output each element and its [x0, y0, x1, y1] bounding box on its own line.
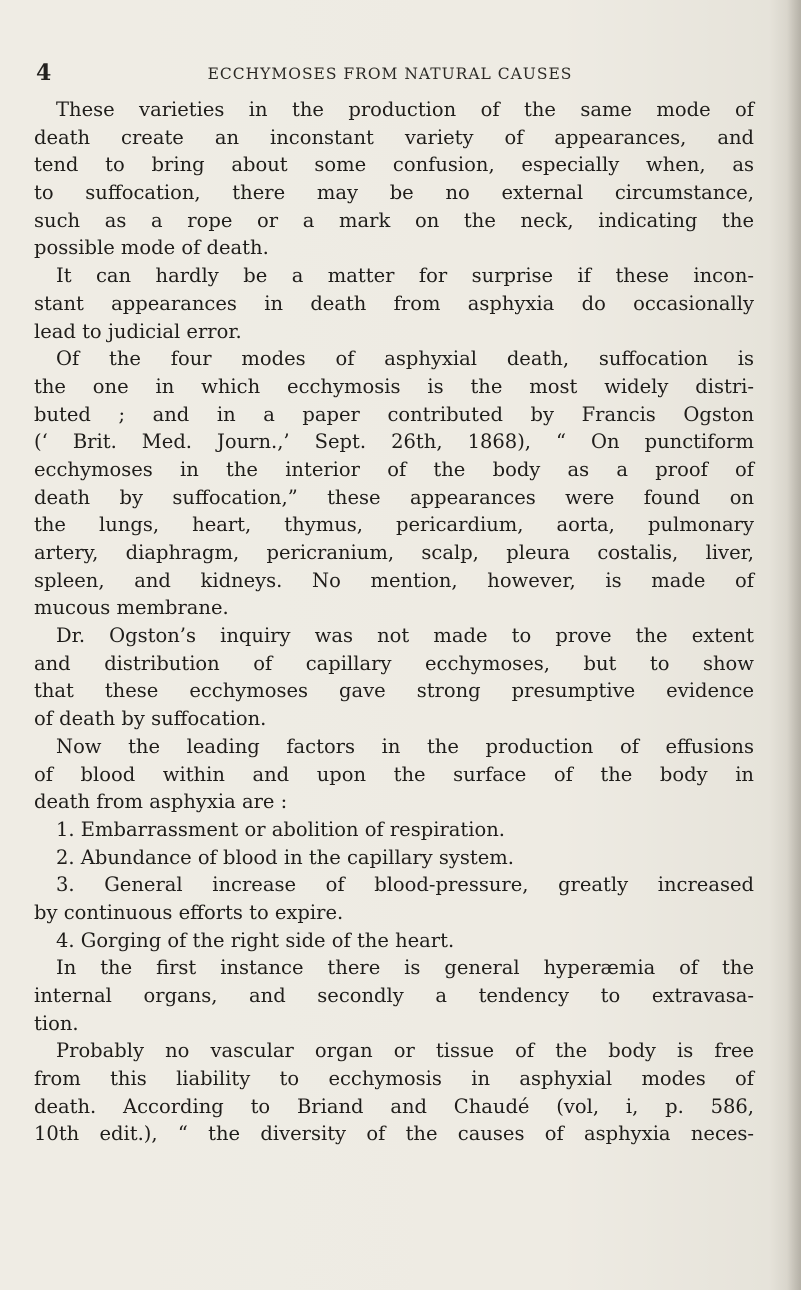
text-line: Dr. Ogston’s inquiry was not made to prove the extent	[56, 624, 754, 648]
text-line: Now the leading factors in the production of effusions	[56, 734, 754, 758]
text-line: possible mode of death.	[34, 236, 269, 260]
text-line: the one in which ecchymosis is the most widely distri-	[34, 374, 754, 398]
text-line: and distribution of capillary ecchymoses, but to show	[34, 651, 754, 675]
text-line: Probably no vascular organ or tissue of the body is free	[56, 1039, 754, 1063]
text-line: to suffocation, there may be no external circumstance,	[34, 181, 754, 205]
text-line: that these ecchymoses gave strong presumptive evidence	[34, 679, 754, 703]
text-line: spleen, and kidneys. No mention, however, is made of	[34, 568, 754, 592]
text-line: lead to judicial error.	[34, 319, 242, 343]
text-line: 3. General increase of blood-pressure, greatly increased	[56, 873, 754, 897]
text-line: by continuous efforts to expire.	[34, 900, 344, 924]
text-line: ecchymoses in the interior of the body as a proof of	[34, 457, 754, 481]
text-line: tion.	[34, 1011, 79, 1035]
text-line: mucous membrane.	[34, 596, 229, 620]
text-line: 2. Abundance of blood in the capillary system.	[56, 845, 514, 869]
text-line: of blood within and upon the surface of the body in	[34, 762, 754, 786]
text-line: the lungs, heart, thymus, pericardium, aorta, pulmonary	[34, 513, 754, 537]
text-line: death from asphyxia are :	[34, 790, 288, 814]
text-line: death. According to Briand and Chaudé (vol, i, p. 586,	[34, 1094, 754, 1118]
text-line: tend to bring about some confusion, especially when, as	[34, 153, 754, 177]
text-line: buted ; and in a paper contributed by Francis Ogston	[34, 402, 754, 426]
text-line: Of the four modes of asphyxial death, suffocation is	[56, 347, 754, 371]
text-line: of death by suffocation.	[34, 707, 267, 731]
text-line: In the first instance there is general hyperæmia of the	[56, 956, 754, 980]
page-header	[0, 60, 801, 90]
body-text	[34, 96, 754, 1148]
text-line: 10th edit.), “ the diversity of the causes of asphyxia neces-	[34, 1122, 754, 1146]
page-edge-shadow	[787, 0, 801, 1290]
text-line: from this liability to ecchymosis in asphyxial modes of	[34, 1067, 754, 1091]
text-line: stant appearances in death from asphyxia do occasionally	[34, 291, 754, 315]
text-line: death by suffocation,” these appearances were found on	[34, 485, 754, 509]
running-head: ECCHYMOSES FROM NATURAL CAUSES	[207, 65, 573, 83]
text-line: such as a rope or a mark on the neck, indicating the	[34, 208, 754, 232]
text-line: 1. Embarrassment or abolition of respiration.	[56, 817, 505, 841]
text-line: artery, diaphragm, pericranium, scalp, pleura costalis, liver,	[34, 541, 754, 564]
page-number: 4	[36, 60, 52, 86]
text-line: death create an inconstant variety of appearances, and	[34, 125, 754, 149]
text-line: internal organs, and secondly a tendency to extravasa-	[34, 984, 754, 1007]
text-line: 4. Gorging of the right side of the heart.	[56, 928, 455, 952]
text-line: (‘ Brit. Med. Journ.,’ Sept. 26th, 1868), “ On punctiform	[34, 430, 754, 454]
text-line: These varieties in the production of the same mode of	[56, 98, 754, 121]
text-line: It can hardly be a matter for surprise if these incon-	[56, 264, 754, 288]
